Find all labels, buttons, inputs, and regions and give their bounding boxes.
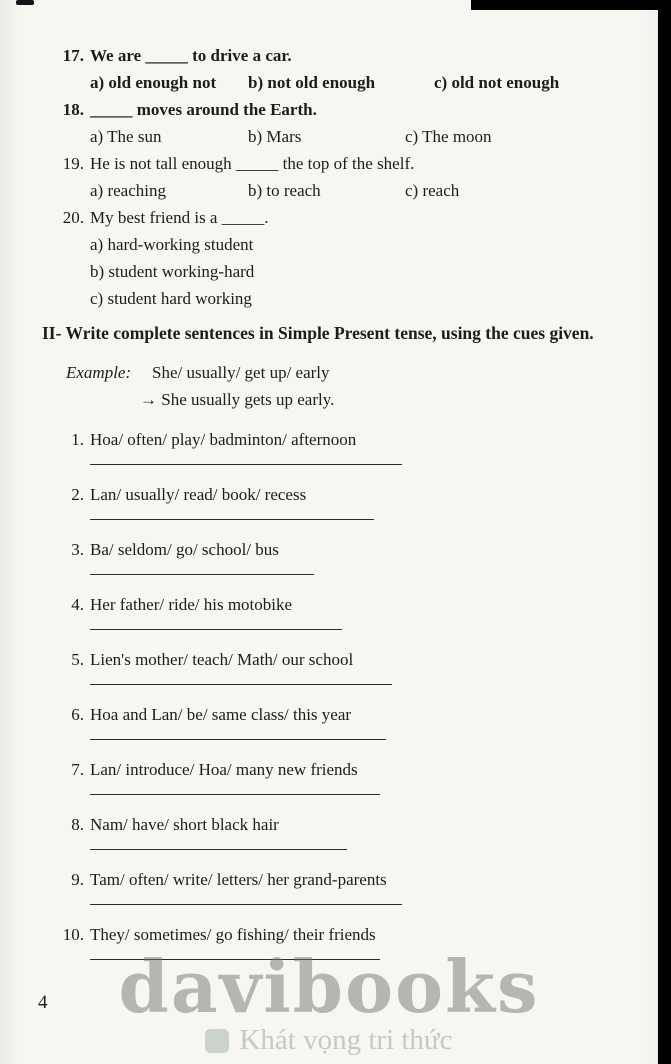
exercise-item	[56, 481, 616, 520]
item-cue: Lien's mother/ teach/ Math/ our school	[90, 650, 354, 669]
answer-blank	[90, 893, 402, 905]
question-text: We are _____ to drive a car.	[90, 46, 292, 65]
item-number: 6.	[71, 705, 84, 724]
answer-blank	[90, 508, 374, 520]
question-line	[56, 150, 616, 177]
exercise-item	[56, 591, 616, 630]
watermark-tagline	[0, 1023, 658, 1058]
question-number: 17.	[62, 46, 84, 65]
exercise-item	[56, 536, 616, 575]
question-number: 20.	[62, 208, 84, 227]
answer-blank	[90, 453, 402, 465]
item-line	[56, 646, 616, 673]
question-number: 18.	[62, 100, 84, 119]
item-number: 4.	[71, 595, 84, 614]
item-line	[56, 591, 616, 618]
item-number: 2.	[71, 485, 84, 504]
option-c: c) The moon	[405, 127, 492, 146]
example-cue: She/ usually/ get up/ early	[152, 363, 330, 382]
page-number: 4	[38, 992, 48, 1013]
scan-edge-top	[471, 0, 671, 10]
item-line	[56, 756, 616, 783]
item-cue: Hoa/ often/ play/ badminton/ afternoon	[90, 430, 357, 449]
mcq-question-17	[56, 42, 616, 96]
item-cue: Nam/ have/ short black hair	[90, 815, 279, 834]
mcq-question-19	[56, 150, 616, 204]
answer-blank	[90, 673, 392, 685]
scan-edge-right	[658, 0, 671, 1064]
item-cue: Ba/ seldom/ go/ school/ bus	[90, 540, 279, 559]
option-b: b) Mars	[248, 127, 302, 146]
answer-blank	[90, 948, 380, 960]
watermark-text: davibooks	[118, 944, 540, 1030]
item-cue: They/ sometimes/ go fishing/ their friends	[90, 925, 376, 944]
item-cue: Her father/ ride/ his motobike	[90, 595, 293, 614]
exercise-item	[56, 701, 616, 740]
item-line	[56, 481, 616, 508]
option-a: a) old enough not	[90, 73, 217, 92]
question-line	[56, 204, 616, 231]
question-text: My best friend is a _____.	[90, 208, 269, 227]
question-line	[56, 96, 616, 123]
page-content	[42, 42, 616, 976]
question-text: _____ moves around the Earth.	[90, 100, 317, 119]
item-cue: Lan/ introduce/ Hoa/ many new friends	[90, 760, 358, 779]
exercise-item	[56, 811, 616, 850]
option-c: c) student hard working	[90, 289, 252, 308]
question-text: He is not tall enough _____ the top of the shelf.	[90, 154, 415, 173]
option-a: a) reaching	[90, 181, 166, 200]
watermark-tagline-text: Khát vọng tri thức	[239, 1024, 453, 1057]
item-number: 1.	[71, 430, 84, 449]
options-row	[90, 123, 616, 150]
item-cue: Hoa and Lan/ be/ same class/ this year	[90, 705, 352, 724]
example-row	[66, 359, 616, 386]
item-number: 3.	[71, 540, 84, 559]
item-cue: Tam/ often/ write/ letters/ her grand-parents	[90, 870, 387, 889]
answer-blank	[90, 783, 380, 795]
question-number: 19.	[62, 154, 84, 173]
option-b: b) student working-hard	[90, 262, 255, 281]
item-line	[56, 921, 616, 948]
exercise-item	[56, 426, 616, 465]
exercise-item	[56, 756, 616, 795]
exercise-item	[56, 646, 616, 685]
example-label: Example:	[66, 363, 132, 382]
option-a: a) hard-working student	[90, 235, 254, 254]
options-row	[90, 177, 616, 204]
answer-blank	[90, 728, 386, 740]
item-number: 8.	[71, 815, 84, 834]
item-number: 7.	[71, 760, 84, 779]
option-b: b) not old enough	[248, 73, 376, 92]
scan-speck	[16, 0, 34, 5]
option-b: b) to reach	[248, 181, 321, 200]
item-number: 9.	[71, 870, 84, 889]
item-line	[56, 426, 616, 453]
item-line	[56, 866, 616, 893]
mcq-question-20	[56, 204, 616, 312]
question-line	[56, 42, 616, 69]
exercise-item	[56, 866, 616, 905]
example-answer: → She usually gets up early.	[140, 390, 335, 409]
options-row	[90, 69, 616, 96]
answer-blank	[90, 563, 314, 575]
exercise-list	[56, 426, 616, 960]
option-c: c) reach	[405, 181, 460, 200]
exercise-item	[56, 921, 616, 960]
item-line	[56, 536, 616, 563]
item-cue: Lan/ usually/ read/ book/ recess	[90, 485, 307, 504]
answer-blank	[90, 618, 342, 630]
item-number: 10.	[62, 925, 84, 944]
item-line	[56, 701, 616, 728]
answer-blank	[90, 838, 347, 850]
item-number: 5.	[71, 650, 84, 669]
item-line	[56, 811, 616, 838]
mcq-question-18	[56, 96, 616, 150]
davibooks-logo-icon	[205, 1029, 229, 1053]
option-a: a) The sun	[90, 127, 162, 146]
section-heading: II- Write complete sentences in Simple Present tense, using the cues given.	[42, 323, 594, 343]
option-c: c) old not enough	[434, 73, 560, 92]
options-stacked	[56, 231, 616, 312]
